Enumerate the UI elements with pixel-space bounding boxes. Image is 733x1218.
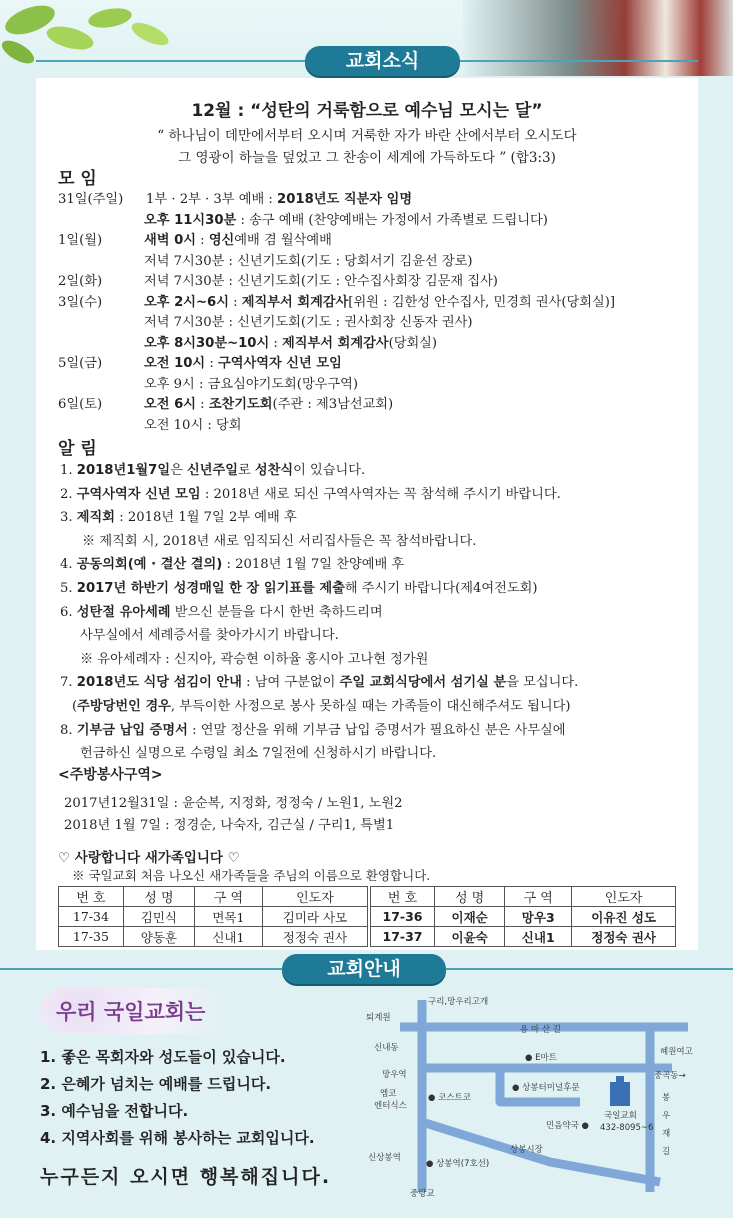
newcomers-table-right xyxy=(370,886,676,947)
bold-text: 오후 11시30분 xyxy=(144,212,237,228)
text: 저녁 7시30분 : 신년기도회(기도 : 안수집사회장 김문재 집사) xyxy=(144,274,498,289)
guide-item-3: 3. 예수님을 전합니다. xyxy=(40,1102,189,1120)
notice-line xyxy=(60,601,383,620)
table-row xyxy=(59,927,368,947)
map-label-costco: ● 코스트코 xyxy=(428,1093,471,1103)
map-label-toegye: 퇴계원 xyxy=(366,1013,391,1023)
notice-line xyxy=(60,459,365,478)
text: (주관 : 제3남선교회) xyxy=(272,397,394,412)
table-row xyxy=(371,927,676,947)
bold-text: 2018년1월7일 xyxy=(76,463,171,478)
text: : 송구 예배 (찬양예배는 가정에서 가족별로 드립니다) xyxy=(236,212,548,228)
notice-line xyxy=(80,624,339,643)
text: 4. xyxy=(60,557,77,573)
text: : 2018년 새로 되신 구역사역자는 꼭 참석해 주시기 바랍니다. xyxy=(200,486,561,502)
verse-line-2: 그 영광이 하늘을 덮었고 그 찬송이 세계에 가득하도다 ” (합3:3) xyxy=(178,150,556,166)
bold-text: 구역사역자 신년 모임 xyxy=(76,486,201,502)
bold-text: 제직부서 회계감사 xyxy=(282,335,389,351)
notice-line xyxy=(60,506,297,525)
news-panel xyxy=(36,78,698,950)
text: ( xyxy=(72,699,78,714)
map-label-bong3: 재 xyxy=(662,1129,671,1139)
table-cell: 김민식 xyxy=(123,907,194,927)
table-cell: 17-35 xyxy=(59,927,124,947)
table-cell: 17-34 xyxy=(59,907,124,927)
text: 오후 9시 : 금요심야기도회(망우구역) xyxy=(144,376,359,392)
text: : 남여 구분없이 xyxy=(241,675,340,691)
bold-text: 구역사역자 신년 모임 xyxy=(218,356,342,371)
verse-line-1: “ 하나님이 데만에서부터 오시며 거룩한 자가 바란 산에서부터 오시도다 xyxy=(157,128,577,144)
map-label-mineum: 민음약국 ● xyxy=(546,1121,589,1131)
map-label-yongmasan: 용 마 산 길 xyxy=(520,1025,561,1035)
meetings-heading: 모임 xyxy=(58,169,103,189)
map-label-sinsangbong: 신상봉역 xyxy=(368,1153,401,1163)
meeting-line xyxy=(144,311,472,330)
text: 저녁 7시30분 : 신년기도회(기도 : 권사회장 신동자 권사) xyxy=(144,315,473,330)
map-label-terminal: ● 상봉터미널후문 xyxy=(512,1083,580,1093)
text: 을 모십니다. xyxy=(506,675,579,691)
table-header-row xyxy=(371,887,676,907)
meeting-day: 6일(토) xyxy=(58,397,103,412)
bold-text: 오후 8시30분~10시 xyxy=(144,335,270,351)
notice-line xyxy=(72,695,571,714)
bold-text: 오전 10시 xyxy=(144,356,206,371)
meeting-day: 1일(월) xyxy=(58,233,103,248)
table-cell: 정정숙 권사 xyxy=(572,927,676,947)
guide-title: 우리 국일교회는 xyxy=(56,1000,206,1024)
notices-heading: 알림 xyxy=(58,439,103,459)
church-building-icon xyxy=(610,1076,630,1106)
notice-line xyxy=(60,671,578,690)
text: 3. xyxy=(60,510,77,526)
location-map xyxy=(360,992,720,1202)
bold-text: 새벽 0시 xyxy=(144,233,196,248)
map-label-sangbong: ● 상봉역(7호선) xyxy=(426,1159,490,1169)
church-news-label: 교회소식 xyxy=(305,46,460,76)
newcomers-table-left xyxy=(58,886,368,947)
table-cell: 양동훈 xyxy=(123,927,194,947)
text: : xyxy=(195,397,209,412)
bold-text: 공동의회(예 · 결산 결의) xyxy=(76,557,223,573)
map-label-guri: 구리,망우리고개 xyxy=(428,997,489,1007)
table-cell: 17-37 xyxy=(371,927,435,947)
notice-line xyxy=(80,648,428,667)
map-label-hyewon: 혜원여고 xyxy=(660,1047,693,1057)
text: 받으신 분들을 다시 한번 축하드리며 xyxy=(170,604,383,620)
text: : xyxy=(269,335,283,351)
newcomers-heading: ♡ 사랑합니다 새가족입니다 ♡ xyxy=(58,850,240,866)
map-label-emko2: 엔터식스 xyxy=(374,1101,407,1111)
meeting-line xyxy=(144,352,342,371)
text: : xyxy=(205,356,218,371)
guide-item-4: 4. 지역사회를 위해 봉사하는 교회입니다. xyxy=(40,1129,315,1147)
map-label-phone: 432-8095~6 xyxy=(600,1123,654,1133)
guide-item-2: 2. 은혜가 넘치는 예배를 드립니다. xyxy=(40,1075,272,1093)
text: : xyxy=(228,294,242,310)
meeting-day: 2일(화) xyxy=(58,274,103,289)
map-label-bong2: 우 xyxy=(662,1111,671,1121)
text: : 2018년 1월 7일 2부 예배 후 xyxy=(115,510,297,526)
text: 8. xyxy=(60,722,77,738)
bold-text: 영신 xyxy=(208,233,235,248)
month-title: 12월 : “성탄의 거룩함으로 예수님 모시는 달” xyxy=(191,101,543,121)
table-cell: 이재순 xyxy=(435,907,505,927)
table-header-cell: 구 역 xyxy=(505,887,572,907)
text: [위원 : 김한성 안수집사, 민경희 권사(당회실)] xyxy=(348,294,616,310)
table-cell: 신내1 xyxy=(505,927,572,947)
meeting-line xyxy=(146,188,412,207)
map-label-junggok: 중곡동→ xyxy=(654,1071,686,1081)
bold-text: 오전 6시 xyxy=(144,397,196,412)
bold-text: 2018년도 직분자 임명 xyxy=(277,192,413,207)
text: 오전 10시 : 당회 xyxy=(144,417,242,433)
text: (당회실) xyxy=(388,335,438,351)
map-label-bong1: 봉 xyxy=(662,1093,671,1103)
map-label-emko: 엠코 xyxy=(380,1089,397,1099)
text: 1. xyxy=(60,463,77,478)
bold-text: 제직부서 회계감사 xyxy=(241,294,349,310)
church-guide-label: 교회안내 xyxy=(282,954,446,984)
guide-title-badge xyxy=(40,988,230,1034)
meeting-day: 5일(금) xyxy=(58,356,103,371)
kitchen-heading: <주방봉사구역> xyxy=(58,767,163,783)
table-row xyxy=(59,907,368,927)
notice-line xyxy=(60,483,561,502)
bold-text: 2018년도 식당 섬김이 안내 xyxy=(76,675,242,691)
guide-slogan: 누구든지 오시면 행복해집니다. xyxy=(40,1166,332,1188)
bold-text: 기부금 납입 증명서 xyxy=(76,722,188,738)
table-header-cell: 성 명 xyxy=(123,887,194,907)
text: : xyxy=(195,233,209,248)
text: 은 xyxy=(170,463,187,478)
meeting-line xyxy=(144,332,437,351)
table-cell: 이유진 성도 xyxy=(572,907,676,927)
kitchen-line-1: 2017년12월31일 : 윤순복, 지정화, 정정숙 / 노원1, 노원2 xyxy=(64,796,403,811)
table-header-cell: 인도자 xyxy=(572,887,676,907)
meeting-line xyxy=(144,414,242,433)
bold-text: 오후 2시~6시 xyxy=(144,294,229,310)
bold-text: 신년주일 xyxy=(187,463,238,478)
text: : 연말 정산을 위해 기부금 납입 증명서가 필요하신 분은 사무실에 xyxy=(187,722,566,738)
choir-photo xyxy=(463,0,733,76)
bold-text: 제직회 xyxy=(76,510,115,526)
bold-text: 성탄절 유아세례 xyxy=(76,604,171,620)
table-header-cell: 번 호 xyxy=(59,887,124,907)
notice-line xyxy=(60,577,538,596)
text: 1부 · 2부 · 3부 예배 : xyxy=(146,192,278,207)
text: 로 xyxy=(237,463,255,478)
text: 헌금하신 실명으로 수령일 최소 7일전에 신청하시기 바랍니다. xyxy=(80,746,437,762)
meeting-line xyxy=(144,229,332,248)
meeting-day: 3일(수) xyxy=(58,294,103,310)
bold-text: 성찬식 xyxy=(254,463,294,478)
notice-line xyxy=(60,719,565,738)
text: 5. xyxy=(60,581,77,596)
text: : 2018년 1월 7일 찬양예배 후 xyxy=(222,557,405,573)
text: 2. xyxy=(60,486,77,502)
map-label-sinnae: 신내동 xyxy=(374,1043,399,1053)
map-label-bong4: 길 xyxy=(662,1147,671,1157)
text: 사무실에서 세례증서를 찾아가시기 바랍니다. xyxy=(80,628,339,644)
text: 해 주시기 바랍니다(제4여전도회) xyxy=(344,581,538,596)
map-label-emart: ● E마트 xyxy=(525,1053,557,1063)
text: 예배 겸 월삭예배 xyxy=(234,233,332,248)
meeting-line xyxy=(144,250,472,269)
table-cell: 김미라 사모 xyxy=(262,907,367,927)
bold-text: 주방당번인 경우 xyxy=(77,699,171,714)
text: 이 있습니다. xyxy=(293,463,366,478)
guide-item-1: 1. 좋은 목회자와 성도들이 있습니다. xyxy=(40,1048,286,1066)
meeting-line xyxy=(144,373,358,392)
map-label-mangu: 망우역 xyxy=(382,1070,407,1080)
meeting-line xyxy=(144,393,393,412)
table-cell: 이윤숙 xyxy=(435,927,505,947)
table-cell: 망우3 xyxy=(505,907,572,927)
meeting-line xyxy=(144,291,615,310)
table-header-cell: 구 역 xyxy=(194,887,262,907)
map-label-junghwa: 중랑교 xyxy=(410,1189,435,1199)
text: 저녁 7시30분 : 신년기도회(기도 : 당회서기 김윤선 장로) xyxy=(144,253,473,269)
table-header-cell: 성 명 xyxy=(435,887,505,907)
text: ※ 제직회 시, 2018년 새로 임직되신 서리집사들은 꼭 참석바랍니다. xyxy=(82,533,477,549)
table-cell: 면목1 xyxy=(194,907,262,927)
table-cell: 신내1 xyxy=(194,927,262,947)
meeting-line xyxy=(144,270,498,289)
map-label-market: 상봉시장 xyxy=(510,1145,543,1155)
notice-line xyxy=(60,553,404,572)
kitchen-line-2: 2018년 1월 7일 : 정경순, 나숙자, 김근실 / 구리1, 특별1 xyxy=(64,818,395,833)
notice-line xyxy=(80,742,436,761)
table-header-cell: 인도자 xyxy=(262,887,367,907)
table-cell: 정정숙 권사 xyxy=(262,927,367,947)
notice-line xyxy=(82,530,476,549)
meeting-day: 31일(주일) xyxy=(58,192,124,207)
map-label-church: 국일교회 xyxy=(604,1111,637,1121)
bold-text: 2017년 하반기 성경매일 한 장 읽기표를 제출 xyxy=(76,581,345,596)
meeting-line xyxy=(144,209,548,228)
text: 7. xyxy=(60,675,77,691)
text: 6. xyxy=(60,604,77,620)
newcomers-subtext: ※ 국일교회 처음 나오신 새가족들을 주님의 이름으로 환영합니다. xyxy=(72,868,431,883)
text: , 부득이한 사정으로 봉사 못하실 때는 가족들이 대신해주셔도 됩니다) xyxy=(170,699,571,714)
text: ※ 유아세례자 : 신지아, 곽승현 이하율 홍시아 고나현 정가원 xyxy=(80,651,429,667)
table-cell: 17-36 xyxy=(371,907,435,927)
table-header-row xyxy=(59,887,368,907)
bold-text: 조찬기도회 xyxy=(208,397,273,412)
table-header-cell: 번 호 xyxy=(371,887,435,907)
bold-text: 주일 교회식당에서 섬기실 분 xyxy=(339,675,507,691)
table-row xyxy=(371,907,676,927)
